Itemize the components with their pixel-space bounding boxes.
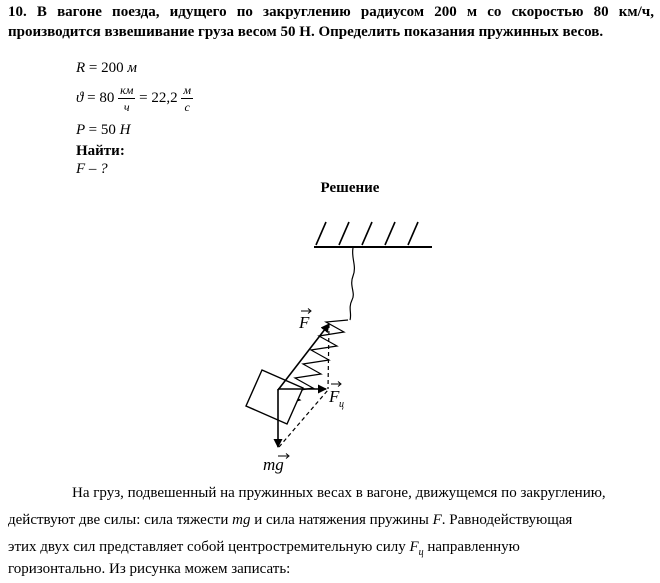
p2-text-b: и сила натяжения пружины (254, 512, 429, 528)
weight-unit: Н (119, 122, 131, 138)
p2-text-c: . Равнодействующая (441, 512, 573, 528)
paragraph-line-1: На груз, подвешенный на пружинных весах в вагоне, движущемся по закруглению, (72, 485, 606, 501)
radius-value: = 200 (88, 60, 124, 76)
radius-unit: м (127, 60, 137, 76)
solution-heading: Решение (320, 180, 380, 196)
paragraph-line-2 (8, 507, 654, 534)
speed-si-top: м (183, 83, 192, 97)
speed-si-value: = 22,2 (139, 89, 178, 106)
label-f (298, 309, 311, 333)
speed-si-bottom: с (184, 100, 190, 114)
speed-unit-bottom: ч (123, 100, 130, 114)
weight-symbol: P (76, 122, 85, 138)
problem-statement: 10. В вагоне поезда, идущего по закруглению радиусом 200 м со скоростью 80 км/ч, производится взвешивание груза весом 50 Н. Определить показания пружинных весов. (8, 4, 654, 40)
p3-sub: ц (418, 547, 424, 558)
label-mg-text: mg (263, 455, 284, 474)
find-label: Найти: (76, 143, 125, 159)
speed-symbol: ϑ (76, 89, 84, 106)
p2-f: F (432, 512, 442, 528)
label-fc (328, 382, 344, 411)
tension-vector (278, 324, 329, 390)
weight-value: = 50 (88, 122, 116, 138)
label-fc-text: F (329, 387, 340, 406)
paragraph-line-4: горизонтально. Из рисунка можем записать: (8, 561, 291, 577)
ceiling (314, 222, 432, 247)
p3-text-b: направленную (427, 539, 520, 555)
radius-symbol: R (76, 60, 86, 76)
p3-text-a: этих двух сил представляет собой центростремительную силу (8, 539, 406, 555)
speed-unit-top: км (120, 83, 134, 97)
find-value: F – ? (76, 161, 108, 177)
label-mg (263, 454, 289, 475)
label-f-text: F (299, 313, 310, 332)
label-fc-sub: ц (339, 399, 344, 410)
p2-text-a: действуют две силы: сила тяжести (8, 512, 229, 528)
speed-value: = 80 (87, 89, 115, 106)
p2-mg: mg (232, 512, 251, 528)
dashed-line-f-to-fc (328, 324, 329, 389)
suspension-thread (350, 248, 354, 320)
p3-f: F (409, 539, 419, 555)
